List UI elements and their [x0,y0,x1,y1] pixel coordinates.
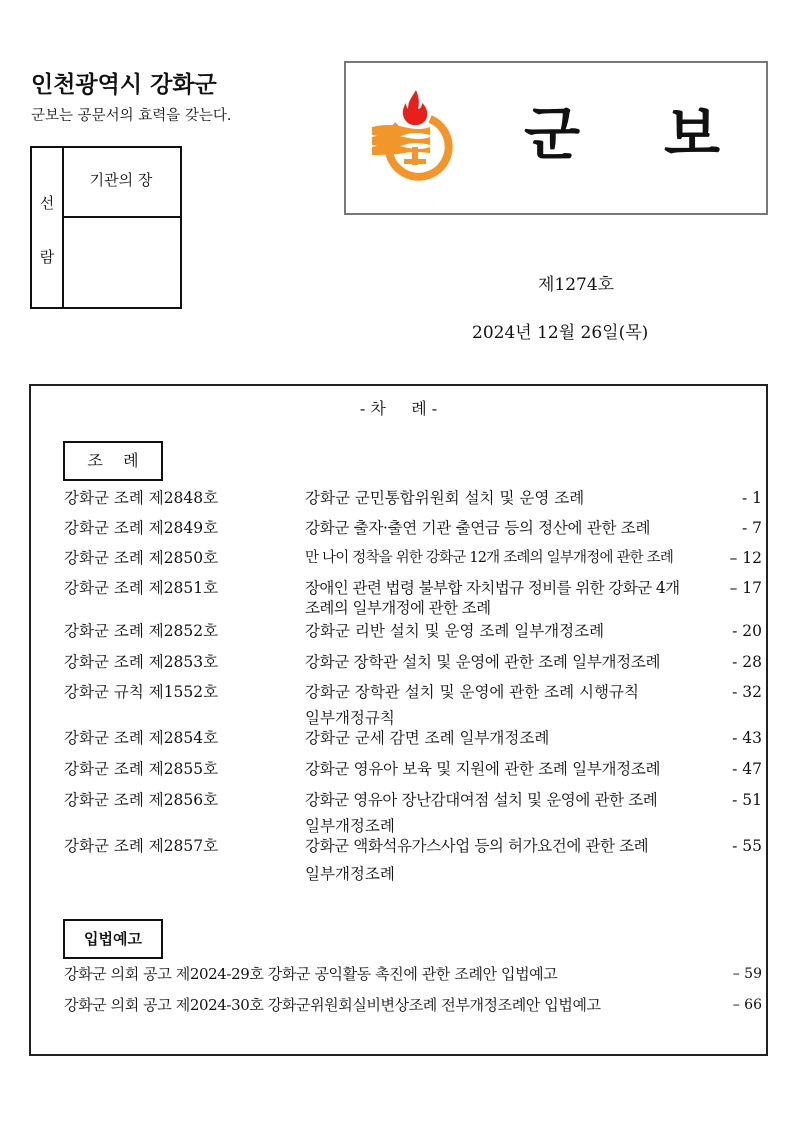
approval-side-char: 선 [39,194,55,212]
masthead [344,61,768,215]
entry-title: 강화군 군민통합위원회 설치 및 운영 조례 [305,489,585,507]
entry-code: 강화군 조례 제2852호 [64,622,219,640]
approval-head-cell [62,148,180,218]
entry-code: 강화군 조례 제2856호 [64,791,219,809]
issue-date: 2024년 12월 26일(목) [472,323,649,343]
entry-title-continued: 일부개정조례 [305,865,395,883]
masthead-title-char: 군 [524,100,581,168]
entry-title: 강화군 장학관 설치 및 운영에 관한 조례 시행규칙 [305,683,639,701]
entry-title: 강화군 영유아 보육 및 지원에 관한 조례 일부개정조례 [305,760,661,778]
entry-code: 강화군 조례 제2857호 [64,837,219,855]
entry-page: – 17 [729,579,762,597]
entry-page: - 43 [732,729,762,747]
entry-title: 강화군 리반 설치 및 운영 조례 일부개정조례 [305,622,605,640]
entry-page: - 55 [732,837,762,855]
org-subtitle: 군보는 공문서의 효력을 갖는다. [31,108,232,124]
entry-title: 강화군 장학관 설치 및 운영에 관한 조례 일부개정조례 [305,653,661,671]
entry-page: - 1 [741,489,762,507]
entry-title-continued: 일부개정규칙 [305,709,395,727]
section-label-ordinance: 조 례 [63,441,163,481]
table-of-contents [29,384,768,1056]
entry-title: 강화군 출자·출연 기관 출연금 등의 정산에 관한 조례 [305,519,651,537]
approval-side-char: 람 [39,248,55,266]
approval-head-label: 기관의 장 [89,171,153,189]
gangwha-county-emblem-icon [368,85,468,185]
masthead-title-char: 보 [664,100,721,168]
entry-title: 강화군 액화석유가스사업 등의 허가요건에 관한 조례 [305,837,649,855]
entry-title-continued: 조례의 일부개정에 관한 조례 [305,599,491,617]
entry-title: 만 나이 정착을 위한 강화군 12개 조례의 일부개정에 관한 조례 [305,550,674,566]
org-title: 인천광역시 강화군 [31,72,217,98]
entry-title-continued: 일부개정조례 [305,817,395,835]
entry-page: - 51 [732,791,762,809]
entry-page: - 47 [732,760,762,778]
issue-number: 제1274호 [538,275,615,295]
entry-code: 강화군 조례 제2849호 [64,519,219,537]
entry-page: – 12 [729,549,762,567]
entry-title: 강화군 영유아 장난감대여점 설치 및 운영에 관한 조례 [305,791,658,809]
entry-title: 강화군 군세 감면 조례 일부개정조례 [305,729,550,747]
toc-heading: - 차 례 - [359,399,438,418]
approval-box [30,146,182,309]
notice-text: 강화군 의회 공고 제2024-29호 강화군 공익활동 촉진에 관한 조례안 입법예고 [64,965,558,983]
notice-text: 강화군 의회 공고 제2024-30호 강화군위원회실비변상조례 전부개정조례안 입법예고 [64,996,601,1014]
entry-code: 강화군 조례 제2854호 [64,729,219,747]
section-label-legislative-notice: 입법예고 [63,919,163,959]
entry-code: 강화군 조례 제2850호 [64,549,219,567]
entry-page: - 20 [732,622,762,640]
notice-page: – 66 [732,997,762,1013]
entry-page: - 28 [732,653,762,671]
entry-code: 강화군 조례 제2851호 [64,579,219,597]
entry-page: - 7 [741,519,762,537]
entry-title: 장애인 관련 법령 불부합 자치법규 정비를 위한 강화군 4개 [305,579,680,597]
entry-code: 강화군 조례 제2848호 [64,489,219,507]
entry-code: 강화군 조례 제2855호 [64,760,219,778]
entry-code: 강화군 규칙 제1552호 [64,683,219,701]
entry-code: 강화군 조례 제2853호 [64,653,219,671]
entry-page: - 32 [732,683,762,701]
approval-side-column [32,148,64,307]
notice-page: – 59 [732,966,762,982]
